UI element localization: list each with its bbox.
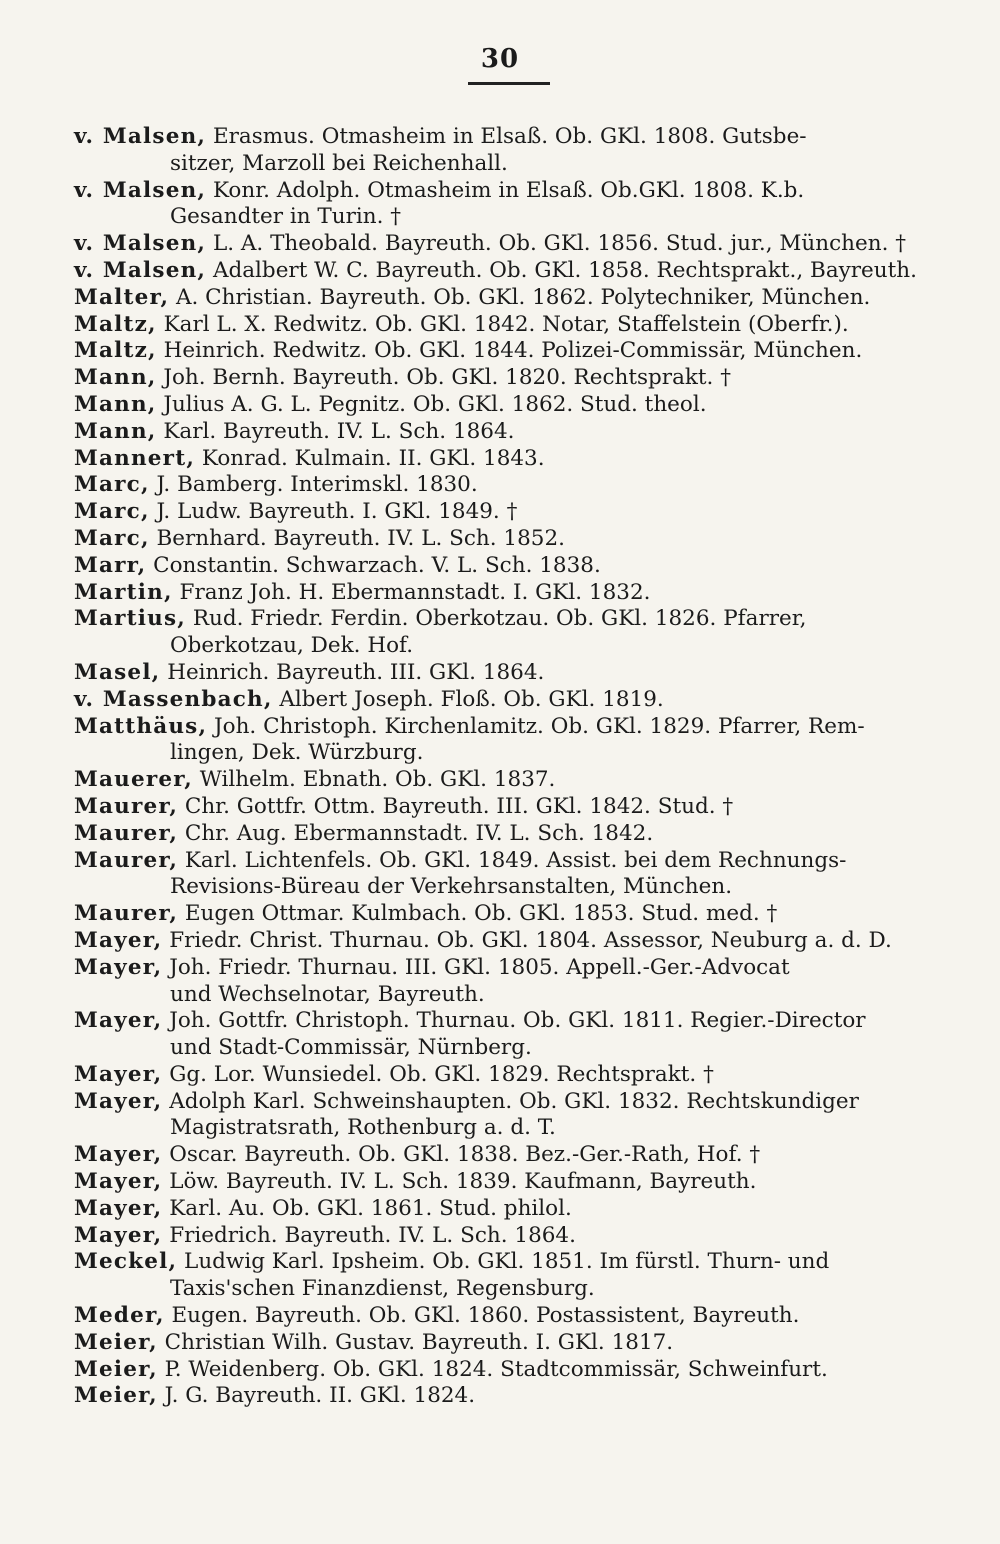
entry-details: Christian Wilh. Gustav. Bayreuth. I. GKl. 1817.: [157, 1329, 674, 1355]
entry-surname: Mannert,: [74, 445, 196, 471]
entry-surname: Martius,: [74, 606, 186, 632]
entry-continuation: und Wechselnotar, Bayreuth.: [170, 981, 485, 1007]
page-number: 30: [480, 44, 520, 74]
register-entry: [74, 767, 944, 794]
entry-surname: v. Malsen,: [74, 177, 207, 203]
register-entry: [74, 392, 944, 419]
entry-surname: Mayer,: [74, 927, 163, 953]
entry-details: Franz Joh. H. Ebermannstadt. I. GKl. 1832.: [172, 579, 651, 605]
register-entry: [74, 312, 944, 339]
entry-continuation: Revisions-Büreau der Verkehrsanstalten, München.: [170, 874, 733, 900]
register-entry: [74, 285, 944, 312]
register-entry: [74, 1169, 944, 1196]
entry-surname: Mayer,: [74, 1008, 163, 1034]
entry-continuation: lingen, Dek. Würzburg.: [170, 740, 424, 766]
register-entry: [74, 553, 944, 580]
entry-details: P. Weidenberg. Ob. GKl. 1824. Stadtcommissär, Schweinfurt.: [157, 1356, 828, 1382]
entry-surname: Mayer,: [74, 1195, 163, 1221]
page-number-area: [0, 44, 1000, 74]
entry-surname: Malter,: [74, 284, 170, 310]
entry-surname: Meier,: [74, 1329, 158, 1355]
entry-details: J. Bamberg. Interimskl. 1830.: [149, 472, 478, 498]
register-entry: [74, 1142, 944, 1169]
entry-surname: v. Massenbach,: [74, 686, 273, 712]
register-entry: [74, 446, 944, 473]
entry-details: Löw. Bayreuth. IV. L. Sch. 1839. Kaufmann, Bayreuth.: [162, 1169, 757, 1195]
entry-details: Karl L. X. Redwitz. Ob. GKl. 1842. Notar, Staffelstein (Oberfr.).: [156, 311, 849, 337]
entry-details: J. G. Bayreuth. II. GKl. 1824.: [157, 1383, 476, 1409]
entry-surname: Maurer,: [74, 847, 179, 873]
entry-details: Karl. Bayreuth. IV. L. Sch. 1864.: [156, 418, 515, 444]
register-entry: [74, 1249, 944, 1303]
entry-surname: Marc,: [74, 525, 150, 551]
entry-surname: Matthäus,: [74, 713, 208, 739]
entry-surname: Mann,: [74, 365, 157, 391]
entry-continuation: sitzer, Marzoll bei Reichenhall.: [170, 150, 508, 176]
entry-surname: Meier,: [74, 1356, 158, 1382]
entry-surname: Mayer,: [74, 1169, 163, 1195]
entry-details: Joh. Bernh. Bayreuth. Ob. GKl. 1820. Rechtsprakt. †: [156, 365, 731, 391]
entry-details: Chr. Aug. Ebermannstadt. IV. L. Sch. 1842.: [178, 820, 654, 846]
entry-details: Adalbert W. C. Bayreuth. Ob. GKl. 1858. Rechtsprakt., Bayreuth.: [206, 257, 917, 283]
entry-details: Gg. Lor. Wunsiedel. Ob. GKl. 1829. Rechtsprakt. †: [162, 1061, 714, 1087]
entry-details: Eugen Ottmar. Kulmbach. Ob. GKl. 1853. Stud. med. †: [178, 901, 778, 927]
entry-surname: Meder,: [74, 1303, 165, 1329]
entry-details: Friedrich. Bayreuth. IV. L. Sch. 1864.: [162, 1222, 576, 1248]
register-entry: [74, 258, 944, 285]
entry-surname: Mann,: [74, 418, 157, 444]
register-entry: [74, 714, 944, 768]
entry-surname: Marr,: [74, 552, 147, 578]
register-entry: [74, 178, 944, 232]
register-entry: [74, 472, 944, 499]
entry-details: Erasmus. Otmasheim in Elsaß. Ob. GKl. 1808. Gutsbe-: [206, 124, 807, 149]
entry-details: Albert Joseph. Floß. Ob. GKl. 1819.: [272, 686, 664, 712]
entry-continuation: Gesandter in Turin. †: [170, 204, 401, 230]
register-entry: [74, 1357, 944, 1384]
entry-continuation: Magistratsrath, Rothenburg a. d. T.: [170, 1115, 556, 1141]
entry-continuation: Oberkotzau, Dek. Hof.: [170, 633, 414, 659]
register-entry: [74, 928, 944, 955]
entry-details: A. Christian. Bayreuth. Ob. GKl. 1862. Polytechniker, München.: [169, 284, 871, 310]
entry-surname: v. Malsen,: [74, 124, 207, 149]
entry-details: J. Ludw. Bayreuth. I. GKl. 1849. †: [149, 499, 518, 525]
register-entry: [74, 901, 944, 928]
entry-details: Heinrich. Bayreuth. III. GKl. 1864.: [160, 659, 545, 685]
register-entry: [74, 1330, 944, 1357]
register-entry: [74, 1062, 944, 1089]
register-entry: [74, 419, 944, 446]
entry-surname: v. Malsen,: [74, 257, 207, 283]
register-entry: [74, 1303, 944, 1330]
entry-details: Joh. Gottfr. Christoph. Thurnau. Ob. GKl. 1811. Regier.-Director: [162, 1008, 866, 1034]
entry-surname: Mayer,: [74, 1222, 163, 1248]
entry-details: Oscar. Bayreuth. Ob. GKl. 1838. Bez.-Ger.-Rath, Hof. †: [162, 1142, 761, 1168]
entry-surname: Maltz,: [74, 311, 157, 337]
entry-details: Konrad. Kulmain. II. GKl. 1843.: [195, 445, 545, 471]
register-entry: [74, 660, 944, 687]
entry-details: L. A. Theobald. Bayreuth. Ob. GKl. 1856. Stud. jur., München. †: [206, 231, 906, 257]
entry-details: Heinrich. Redwitz. Ob. GKl. 1844. Polizei-Commissär, München.: [156, 338, 863, 364]
entry-continuation: und Stadt-Commissär, Nürnberg.: [170, 1035, 532, 1061]
register-entry: [74, 1223, 944, 1250]
entry-details: Karl. Au. Ob. GKl. 1861. Stud. philol.: [162, 1195, 572, 1221]
register-entry: [74, 231, 944, 258]
register-entry: [74, 1089, 944, 1143]
entry-details: Wilhelm. Ebnath. Ob. GKl. 1837.: [192, 767, 556, 793]
entry-surname: Maurer,: [74, 820, 179, 846]
entry-surname: Masel,: [74, 659, 161, 685]
entry-details: Karl. Lichtenfels. Ob. GKl. 1849. Assist. bei dem Rechnungs-: [178, 847, 847, 873]
entry-surname: Meier,: [74, 1383, 158, 1409]
entry-surname: v. Malsen,: [74, 231, 207, 257]
entry-surname: Mayer,: [74, 1088, 163, 1114]
entry-details: Ludwig Karl. Ipsheim. Ob. GKl. 1851. Im fürstl. Thurn- und: [177, 1249, 830, 1275]
register-entry: [74, 338, 944, 365]
register-entries: [74, 124, 944, 1410]
register-entry: [74, 580, 944, 607]
entry-surname: Marc,: [74, 472, 150, 498]
register-entry: [74, 848, 944, 902]
entry-details: Friedr. Christ. Thurnau. Ob. GKl. 1804. Assessor, Neuburg a. d. D.: [162, 927, 892, 953]
entry-details: Constantin. Schwarzach. V. L. Sch. 1838.: [146, 552, 601, 578]
entry-surname: Mann,: [74, 391, 157, 417]
register-entry: [74, 955, 944, 1009]
entry-details: Rud. Friedr. Ferdin. Oberkotzau. Ob. GKl. 1826. Pfarrer,: [185, 606, 807, 632]
entry-details: Adolph Karl. Schweinshaupten. Ob. GKl. 1832. Rechtskundiger: [162, 1088, 859, 1114]
register-entry: [74, 526, 944, 553]
register-entry: [74, 606, 944, 660]
entry-surname: Mayer,: [74, 1142, 163, 1168]
register-entry: [74, 1008, 944, 1062]
entry-surname: Maurer,: [74, 901, 179, 927]
register-entry: [74, 794, 944, 821]
entry-surname: Martin,: [74, 579, 173, 605]
entry-details: Bernhard. Bayreuth. IV. L. Sch. 1852.: [149, 525, 565, 551]
entry-surname: Mayer,: [74, 954, 163, 980]
entry-surname: Meckel,: [74, 1249, 178, 1275]
register-entry: [74, 499, 944, 526]
entry-continuation: Taxis'schen Finanzdienst, Regensburg.: [170, 1276, 595, 1302]
entry-surname: Maltz,: [74, 338, 157, 364]
register-entry: [74, 124, 944, 178]
entry-details: Chr. Gottfr. Ottm. Bayreuth. III. GKl. 1842. Stud. †: [178, 793, 734, 819]
register-entry: [74, 365, 944, 392]
entry-details: Konr. Adolph. Otmasheim in Elsaß. Ob.GKl. 1808. K.b.: [206, 177, 805, 203]
register-entry: [74, 821, 944, 848]
entry-details: Julius A. G. L. Pegnitz. Ob. GKl. 1862. Stud. theol.: [156, 391, 707, 417]
entry-surname: Mayer,: [74, 1061, 163, 1087]
header-rule: [468, 82, 550, 85]
register-entry: [74, 687, 944, 714]
register-entry: [74, 1383, 944, 1410]
register-entry: [74, 1196, 944, 1223]
entry-details: Joh. Friedr. Thurnau. III. GKl. 1805. Appell.-Ger.-Advocat: [162, 954, 790, 980]
entry-surname: Maurer,: [74, 793, 179, 819]
entry-details: Joh. Christoph. Kirchenlamitz. Ob. GKl. 1829. Pfarrer, Rem-: [207, 713, 865, 739]
entry-surname: Mauerer,: [74, 767, 193, 793]
entry-details: Eugen. Bayreuth. Ob. GKl. 1860. Postassistent, Bayreuth.: [164, 1303, 800, 1329]
entry-surname: Marc,: [74, 499, 150, 525]
